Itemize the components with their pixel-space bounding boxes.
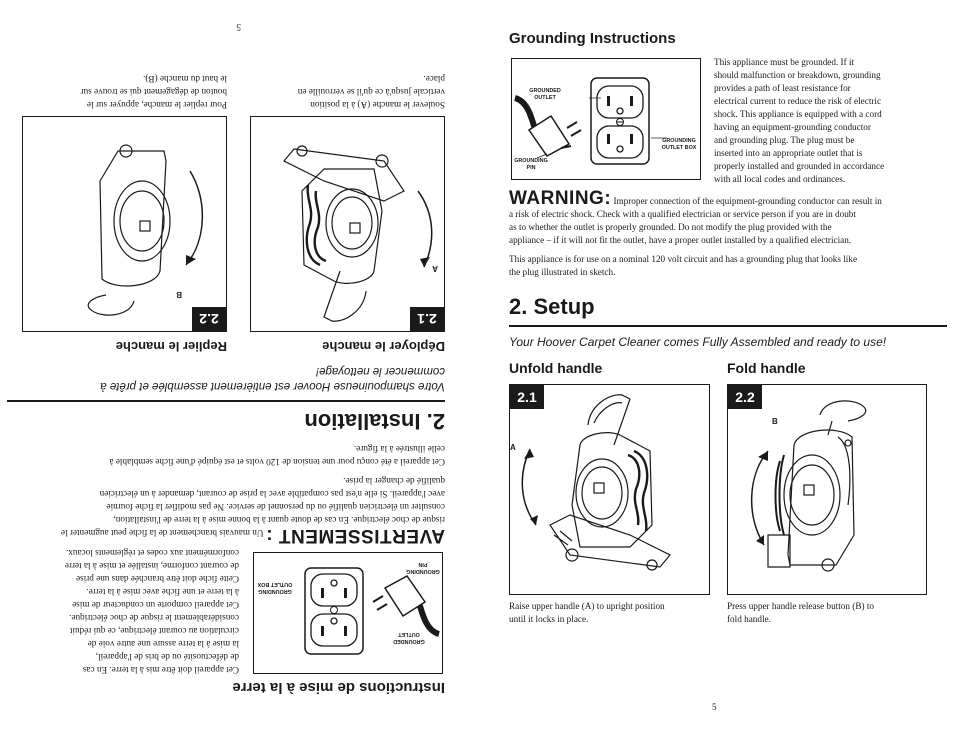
grounding-line-fr: de défectuosité ou de bris de l'appareil, [95,652,239,662]
page-number-fr: 5 [236,22,241,32]
warning-line: a risk of electric shock. Check with a qualified electrician or service person if you are in doubt [509,209,856,219]
grounding-illustration [511,58,701,180]
fold-caption-fr [22,72,227,111]
grounding-line: electrical current to reduce the risk of electric [714,96,882,106]
voltage-note-line: the plug illustrated in sketch. [509,267,616,277]
warning-block [509,188,949,279]
grounding-line-fr: à la terre et une fiche avec mise à la terre. [86,587,239,597]
grounding-line: having an equipment-grounding conductor [714,122,871,132]
figure-fold-fr [22,116,227,332]
label-a-fr: A [432,264,438,273]
pin-label-line2: PIN [526,164,536,171]
grounding-outlet-box-label-fr [253,581,297,594]
grounding-illustration-fr [253,552,443,674]
fold-caption-line: Press upper handle release button (B) to [727,601,874,611]
fold-handle-heading-fr: Replier le manche [115,339,227,354]
voltage-note-line-fr: celle illustrée à la figure. [353,444,445,454]
warning-line: Improper connection of the equipment-grounding conductor can result in [613,196,882,206]
voltage-note-line: This appliance is for use on a nominal 120 volt circuit and has a grounding plug that looks like [509,254,858,264]
grounding-line: and grounding plug. The plug must be [714,135,855,145]
label-b-fr: B [176,290,182,299]
grounding-pin-label-fr [403,561,443,574]
grounding-paragraph-fr [3,546,239,676]
grounding-line-fr: Cet appareil comporte un conducteur de mise [72,600,239,610]
figure-unfold [509,384,710,595]
grounding-line-fr: circulation au courant électrique, ce qui réduit [69,626,239,636]
figure-badge-2-1: 2.1 [510,385,544,409]
vacuum-fold-image [728,385,926,594]
voltage-note-line-fr: Cet appareil a été conçu pour une tension de 120 volts et est équipé d'une fiche semblable à [109,457,445,467]
unfold-handle-heading-fr: Déployer le manche [322,339,445,354]
vacuum-unfold-image [510,385,709,594]
unfold-handle-heading: Unfold handle [509,360,603,376]
grounding-line-fr: Cet appareil doit être mis à la terre. En cas [82,665,239,675]
figure-fold [727,384,927,595]
setup-title-fr: 2. Installation [304,409,445,434]
figure-badge-2-2: 2.2 [728,385,762,409]
grounding-line: This appliance must be grounded. If it [714,57,855,67]
vacuum-unfold-image-fr [251,117,444,331]
grounded-outlet-label-fr [381,631,437,644]
grounding-pin-label [511,158,551,171]
pin-label-line1-fr: GROUNDING [406,568,440,574]
warning-line-fr: qualifié de changer la prise. [343,476,445,486]
warning-line-fr: Un mauvais branchement de la fiche peut augmenter le [60,528,264,538]
unfold-caption-line: Raise upper handle (A) to upright position [509,601,665,611]
grounding-heading-fr: Instructions de mise à la terre [232,679,445,696]
warning-line: as to whether the outlet is properly grounded. Do not modify the plug provided with the [509,222,832,232]
grounded-outlet-label-line1-fr: GROUNDED [393,638,425,644]
pin-label-line1: GROUNDING [514,158,548,164]
unfold-caption-line: until it locks in place. [509,614,589,624]
grounding-line-fr: de courant conforme, installée et mise à la terre [64,561,239,571]
grounding-line-fr: considérablement le risque de choc électrique. [69,613,239,623]
figure-badge-2-1-fr: 2.1 [410,307,444,331]
fold-caption-line-fr: le haut du manche (B). [143,74,227,84]
grounding-line: with all local codes and ordinances. [714,174,846,184]
grounded-outlet-label-line2-fr: OUTLET [398,631,420,638]
grounding-line-fr: la mise à la terre assure une autre voie de [87,639,239,649]
outlet-box-label-line1: GROUNDING [662,138,696,144]
warning-title: WARNING: [509,188,612,209]
outlet-box-label-line2: OUTLET BOX [661,144,697,151]
grounding-outlet-box-label [657,138,701,151]
setup-title: 2. Setup [509,294,595,319]
setup-rule [509,325,947,327]
grounding-line: shock. This appliance is equipped with a cord [714,109,882,119]
unfold-caption [509,600,709,626]
vacuum-fold-image-fr [23,117,226,331]
outlet-box-label-line2-fr: OUTLET BOX [257,581,293,588]
fold-caption-line: fold handle. [727,614,771,624]
unfold-caption-line-fr: place. [423,74,445,84]
warning-line: appliance – if it will not fit the outlet, have a proper outlet installed by a qualified electrician. [509,235,852,245]
grounding-heading: Grounding Instructions [509,30,676,47]
setup-rule-fr [7,400,445,402]
figure-badge-2-2-fr: 2.2 [192,307,226,331]
grounded-outlet-label-line1: GROUNDED [529,88,561,94]
setup-subtitle: Your Hoover Carpet Cleaner comes Fully Assembled and ready to use! [509,335,887,349]
setup-subtitle-fr [25,363,445,393]
unfold-caption-line-fr: Soulever le manche (A) à la position [310,100,445,110]
page-number: 5 [712,702,717,712]
fold-caption [727,600,927,626]
warning-line-fr: risque de choc électrique. En cas de doute quant à la bonne mise à la terre de l'installation, [113,515,445,525]
warning-title-fr: AVERTISSEMENT : [265,525,445,546]
grounding-line: should malfunction or breakdown, grounding [714,70,881,80]
grounding-line-fr: conformément aux codes et règlements locaux. [66,548,239,558]
warning-line-fr: avec l'appareil. Si elle n'est pas compatible avec la prise de courant, demander à un électricien [99,489,445,499]
english-page [477,0,954,738]
unfold-caption-fr [245,72,445,111]
outlet-box-label-line1-fr: GROUNDING [258,588,292,594]
unfold-caption-line-fr: verticale jusqu'à ce qu'il se verrouille en [297,87,445,97]
label-a: A [510,443,516,452]
grounding-line: inserted into an appropriate outlet that is [714,148,863,158]
grounding-line-fr: Cette fiche doit être branchée dans une prise [75,574,239,584]
pin-label-line2-fr: PIN [418,561,428,568]
fold-caption-line-fr: bouton de dégagement qui se trouve sur [80,87,227,97]
grounding-line: provides a path of least resistance for [714,83,851,93]
grounded-outlet-label [517,88,573,101]
grounding-line: properly installed and grounded in accordance [714,161,885,171]
warning-block-fr [5,442,445,546]
grounded-outlet-label-line2: OUTLET [534,94,556,101]
grounding-paragraph [714,56,950,186]
figure-unfold-fr [250,116,445,332]
fold-caption-line-fr: Pour replier le manche, appuyer sur le [86,100,227,110]
label-b: B [772,417,778,426]
fold-handle-heading: Fold handle [727,360,806,376]
setup-subtitle-line-fr: commencer le nettoyage! [315,365,445,377]
setup-subtitle-line-fr: Votre shampouineuse Hoover est entièrement assemblée et prête à [100,380,445,392]
warning-line-fr: consulter un électricien qualifié ou du personnel de service. Ne pas modifier la fiche fournie [106,502,445,512]
